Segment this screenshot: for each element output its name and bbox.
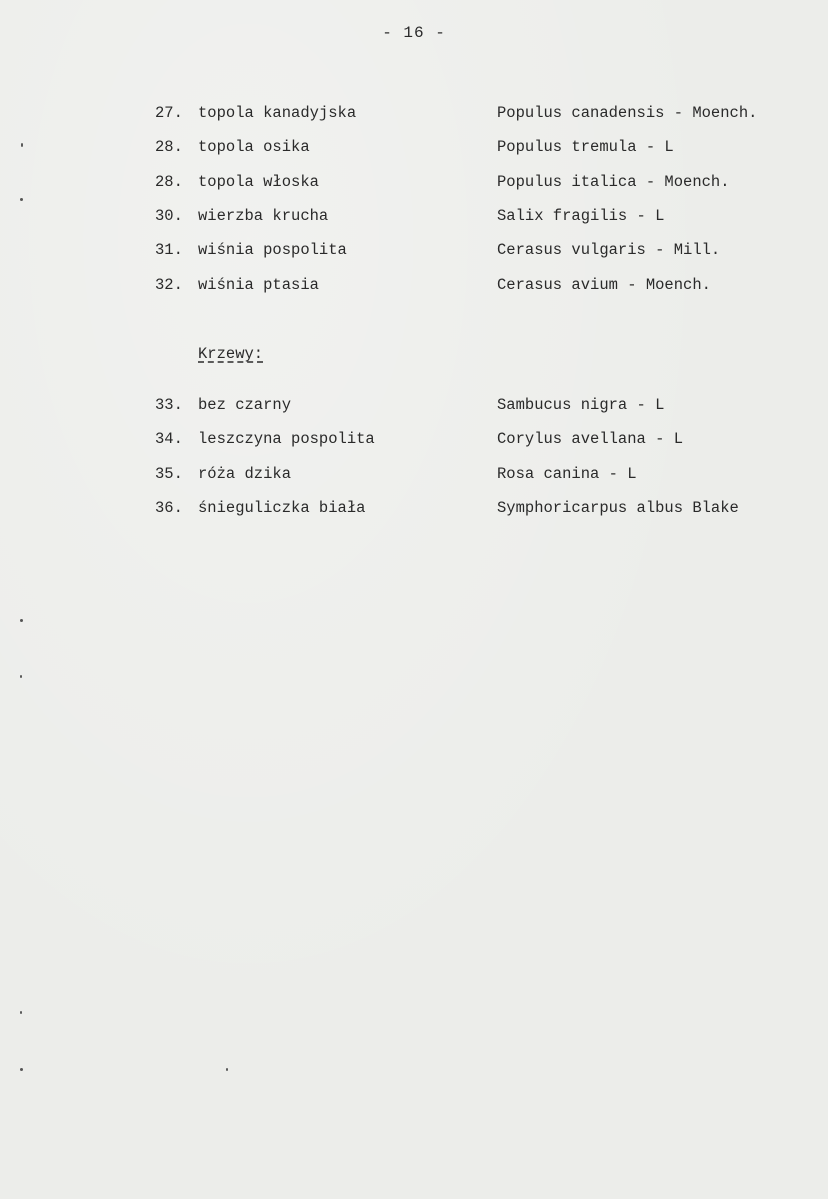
- item-number: 34.: [155, 430, 183, 448]
- item-number: 35.: [155, 465, 183, 483]
- item-common-name: wierzba krucha: [198, 207, 329, 225]
- scan-speck: [20, 675, 22, 678]
- item-latin-name: Corylus avellana - L: [497, 430, 684, 448]
- item-common-name: róża dzika: [198, 465, 292, 483]
- item-number: 27.: [155, 104, 183, 122]
- item-common-name: topola osika: [198, 138, 310, 156]
- item-latin-name: Populus italica - Moench.: [497, 173, 730, 191]
- item-number: 32.: [155, 276, 183, 294]
- item-number: 33.: [155, 396, 183, 414]
- list-item: [0, 102, 828, 124]
- item-latin-name: Sambucus nigra - L: [497, 396, 665, 414]
- item-common-name: topola kanadyjska: [198, 104, 357, 122]
- scan-speck: [20, 1011, 22, 1014]
- item-number: 31.: [155, 241, 183, 259]
- list-item: [0, 497, 828, 519]
- scan-speck: [20, 619, 23, 622]
- item-latin-name: Populus canadensis - Moench.: [497, 104, 758, 122]
- scan-speck: [20, 198, 23, 201]
- item-latin-name: Cerasus avium - Moench.: [497, 276, 711, 294]
- section-heading-shrubs: Krzewy:: [198, 345, 264, 363]
- list-item: [0, 136, 828, 158]
- scan-speck: [226, 1068, 228, 1071]
- list-item: [0, 171, 828, 193]
- item-latin-name: Populus tremula - L: [497, 138, 674, 156]
- item-latin-name: Cerasus vulgaris - Mill.: [497, 241, 721, 259]
- list-item: [0, 428, 828, 450]
- item-common-name: wiśnia pospolita: [198, 241, 347, 259]
- list-item: [0, 205, 828, 227]
- item-common-name: topola włoska: [198, 173, 319, 191]
- item-common-name: wiśnia ptasia: [198, 276, 319, 294]
- list-item: [0, 463, 828, 485]
- list-item: [0, 239, 828, 261]
- item-number: 28.: [155, 173, 183, 191]
- item-common-name: leszczyna pospolita: [198, 430, 375, 448]
- item-latin-name: Symphoricarpus albus Blake: [497, 499, 739, 517]
- item-number: 28.: [155, 138, 183, 156]
- list-item: [0, 274, 828, 296]
- item-common-name: śnieguliczka biała: [198, 499, 366, 517]
- item-number: 36.: [155, 499, 183, 517]
- scan-speck: [20, 1068, 23, 1071]
- list-item: [0, 394, 828, 416]
- item-number: 30.: [155, 207, 183, 225]
- item-common-name: bez czarny: [198, 396, 292, 414]
- scan-speck: [21, 143, 23, 147]
- page-number: - 16 -: [382, 24, 446, 42]
- item-latin-name: Salix fragilis - L: [497, 207, 665, 225]
- item-latin-name: Rosa canina - L: [497, 465, 637, 483]
